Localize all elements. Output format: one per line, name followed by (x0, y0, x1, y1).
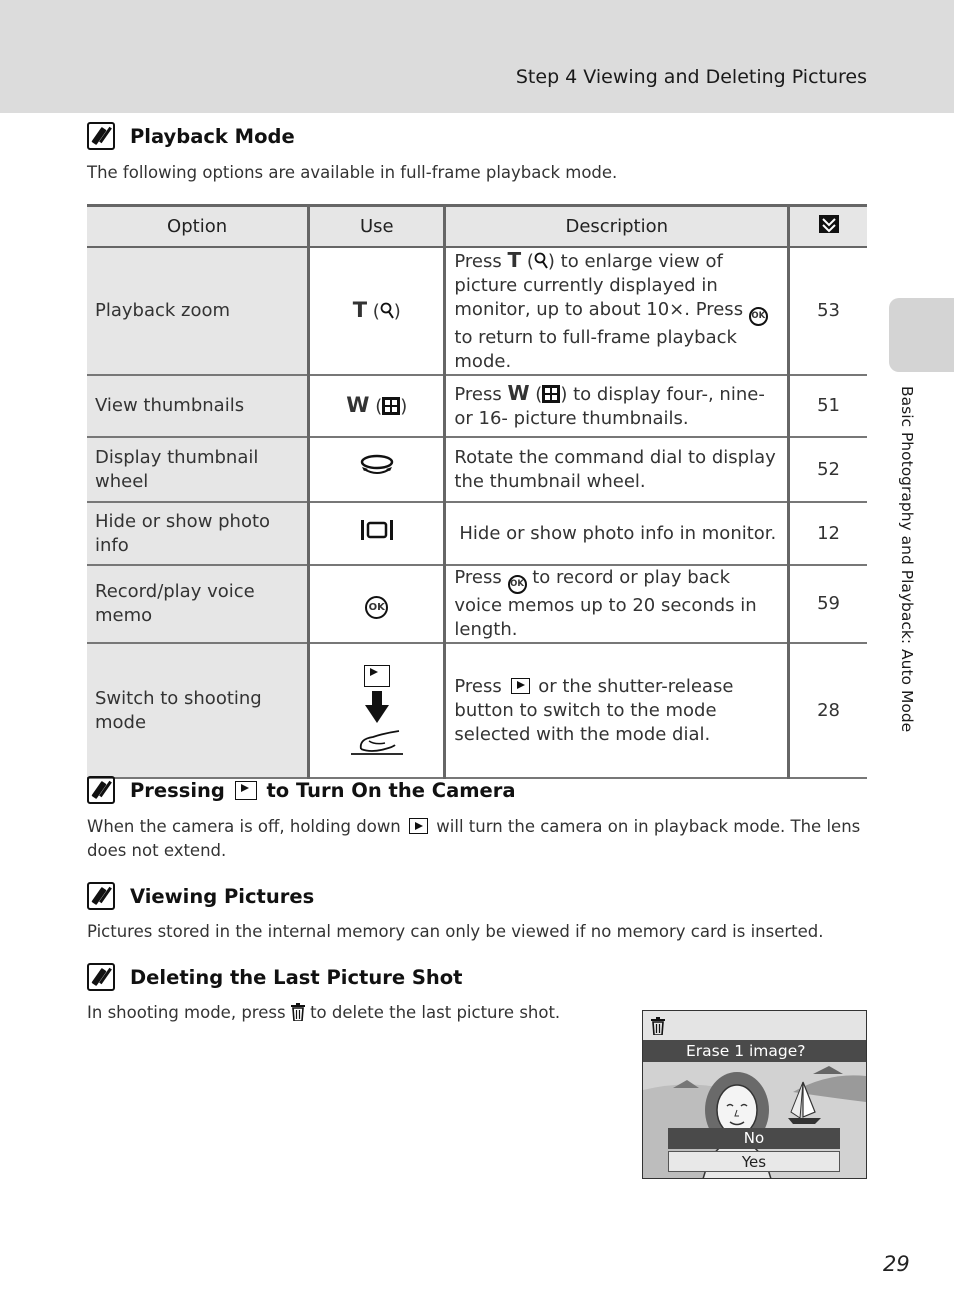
playback-button-icon (364, 665, 390, 687)
description-cell: Press OK to record or play back voice memos up to 20 seconds in length. (445, 565, 789, 643)
use-cell: W ( ) (309, 375, 445, 437)
pencil-note-icon (87, 776, 115, 804)
option-cell: View thumbnails (87, 375, 309, 437)
page-cell: 53 (789, 247, 867, 375)
table-row (87, 437, 867, 502)
trash-icon (650, 1017, 666, 1035)
viewing-pictures-heading (87, 882, 314, 910)
trash-icon (291, 1003, 305, 1021)
playback-mode-intro: The following options are available in full-frame playback mode. (87, 163, 618, 182)
zoom-t-key: T (507, 248, 522, 272)
thumbnail-grid-icon (382, 397, 400, 415)
header-use: Use (309, 206, 445, 248)
deleting-last-text: In shooting mode, press to delete the last picture shot. (87, 1003, 561, 1022)
ok-button-icon: OK (508, 575, 527, 594)
zoom-w-key: W (346, 393, 370, 417)
zoom-t-key: T (352, 298, 368, 322)
down-arrow-icon (365, 691, 389, 723)
description-cell: Press T ( ) to enlarge view of picture currently displayed in monitor, up to about 10×. Press OK to return to full-frame playback mode. (445, 247, 789, 375)
camera-monitor-illustration (642, 1010, 867, 1179)
pencil-note-icon (87, 882, 115, 910)
page-number: 29 (883, 1252, 910, 1276)
playback-options-table (87, 204, 867, 779)
option-cell: Record/play voice memo (87, 565, 309, 643)
pressing-playback-heading (87, 776, 516, 804)
use-cell (309, 643, 445, 778)
pressing-playback-text: When the camera is off, holding down will turn the camera on in playback mode. The lens does not extend. (87, 817, 861, 860)
zoom-in-icon (534, 252, 548, 270)
erase-option-yes: Yes (668, 1151, 840, 1172)
option-cell: Display thumbnail wheel (87, 437, 309, 502)
ok-button-icon: OK (749, 307, 768, 326)
pencil-note-icon (87, 963, 115, 991)
table-header-row (87, 206, 867, 248)
use-cell (309, 437, 445, 502)
erase-prompt: Erase 1 image? (643, 1040, 866, 1062)
deleting-last-title: Deleting the Last Picture Shot (130, 965, 463, 989)
erase-option-no: No (668, 1128, 840, 1149)
chapter-tab (889, 298, 954, 372)
page-cell: 59 (789, 565, 867, 643)
header-option: Option (87, 206, 309, 248)
playback-mode-title: Playback Mode (130, 124, 295, 148)
thumbnail-grid-icon (542, 385, 560, 403)
display-button-icon (360, 518, 394, 542)
page-cell: 28 (789, 643, 867, 778)
playback-mode-heading (87, 122, 295, 150)
deleting-last-heading (87, 963, 463, 991)
playback-button-icon (511, 678, 530, 694)
header-reference-icon (789, 206, 867, 248)
description-cell: Press or the shutter-release button to switch to the mode selected with the mode dial. (445, 643, 789, 778)
table-row (87, 565, 867, 643)
use-cell (309, 565, 445, 643)
ok-button-icon: OK (365, 596, 388, 619)
header-description: Description (445, 206, 789, 248)
shutter-release-icon (349, 727, 405, 757)
zoom-w-key: W (507, 381, 530, 405)
table-row (87, 247, 867, 375)
header-title: Step 4 Viewing and Deleting Pictures (515, 66, 867, 88)
chapter-tab-label: Basic Photography and Playback: Auto Mode (898, 386, 916, 733)
option-cell: Hide or show photo info (87, 502, 309, 565)
playback-button-icon (235, 781, 257, 800)
header-band (0, 0, 954, 113)
page-cell: 12 (789, 502, 867, 565)
table-row (87, 502, 867, 565)
zoom-in-icon (380, 302, 394, 320)
option-cell: Playback zoom (87, 247, 309, 375)
command-dial-icon (359, 453, 395, 479)
playback-button-icon (409, 818, 428, 834)
description-cell: Press W ( ) to display four-, nine- or 16- picture thumbnails. (445, 375, 789, 437)
viewing-pictures-title: Viewing Pictures (130, 884, 315, 908)
pressing-playback-title: Pressing to Turn On the Camera (130, 778, 516, 802)
page-cell: 52 (789, 437, 867, 502)
page-cell: 51 (789, 375, 867, 437)
table-row (87, 375, 867, 437)
description-cell: Rotate the command dial to display the thumbnail wheel. (445, 437, 789, 502)
description-cell: Hide or show photo info in monitor. (445, 502, 789, 565)
viewing-pictures-text: Pictures stored in the internal memory can only be viewed if no memory card is inserted. (87, 922, 824, 941)
table-row (87, 643, 867, 778)
option-cell: Switch to shooting mode (87, 643, 309, 778)
use-cell: T ( ) (309, 247, 445, 375)
use-cell (309, 502, 445, 565)
pencil-note-icon (87, 122, 115, 150)
